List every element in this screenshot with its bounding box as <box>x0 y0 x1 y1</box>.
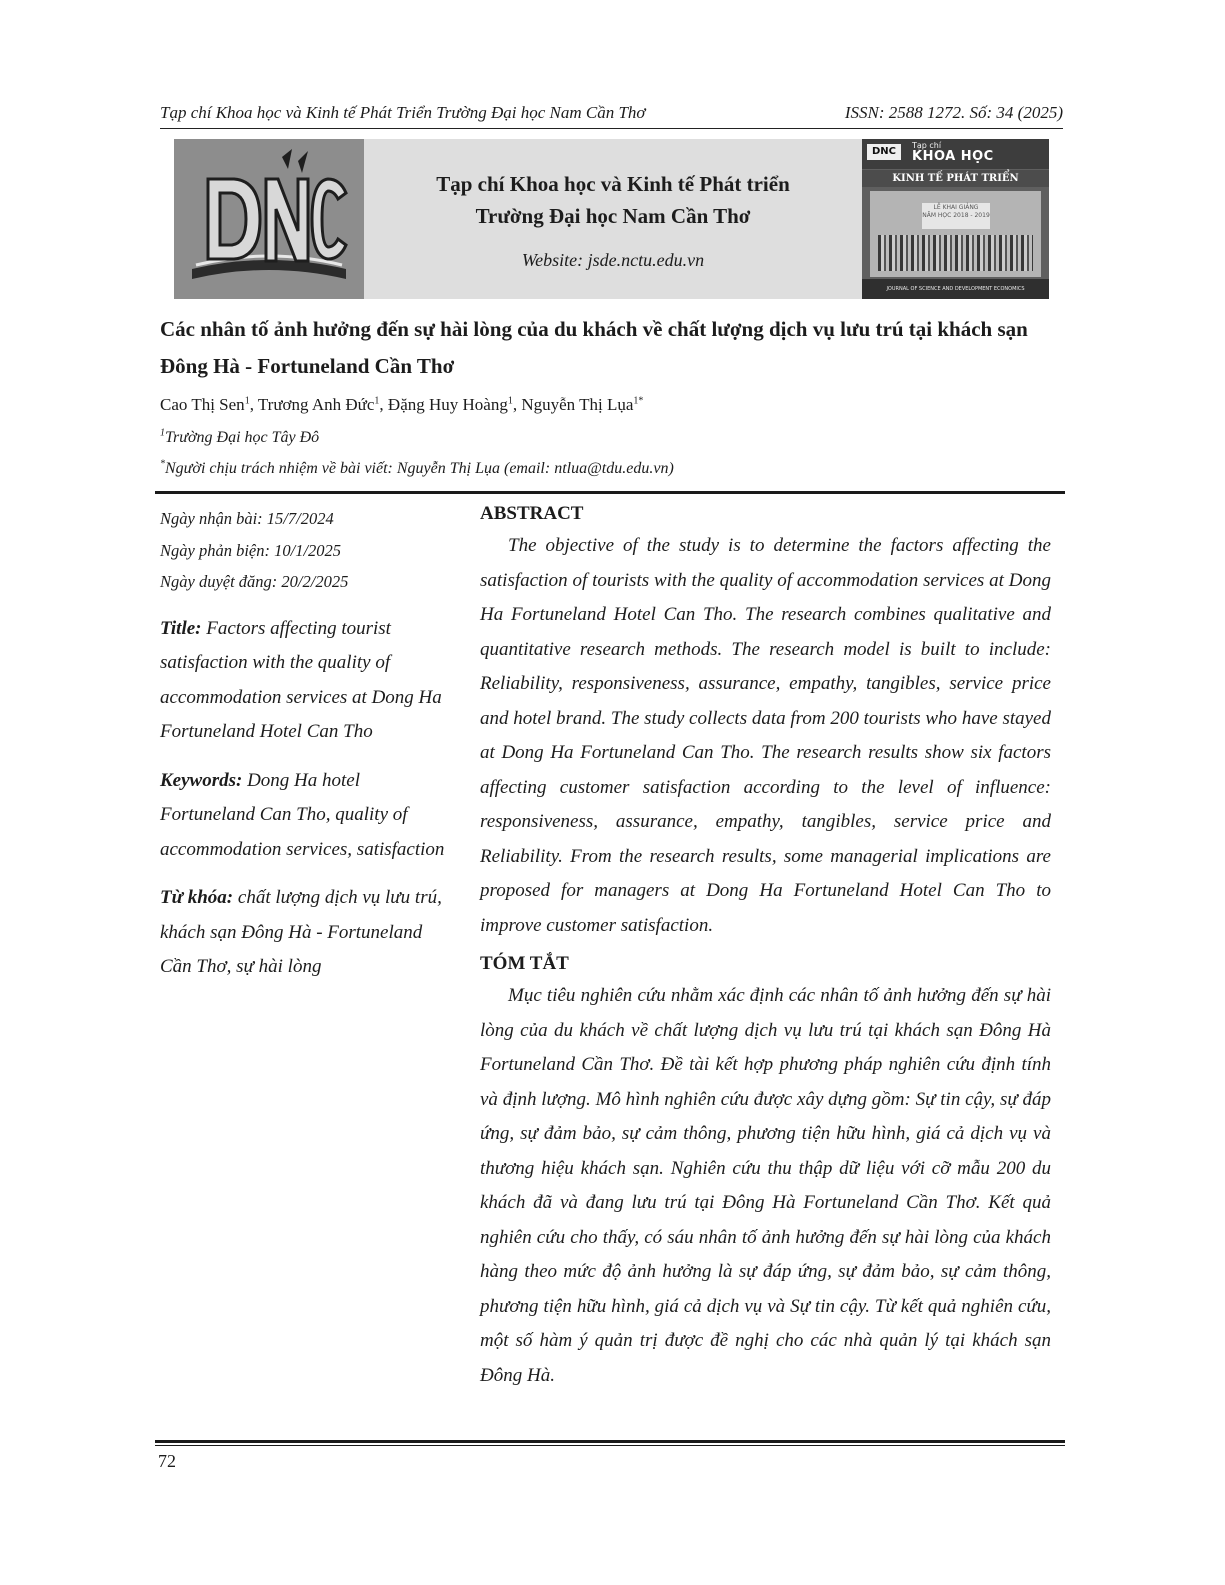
author-name: Nguyễn Thị Lụa <box>521 395 634 414</box>
corresponding-text: Người chịu trách nhiệm về bài viết: Nguyễn Thị Lụa (email: ntlua@tdu.edu.vn) <box>165 460 674 477</box>
section-divider <box>155 491 1065 494</box>
cover-main-text: KHOA HỌC <box>912 149 994 164</box>
footer-rule-thick <box>155 1440 1065 1443</box>
cover-screen <box>922 203 990 229</box>
cover-sub-text: KINH TẾ PHÁT TRIỂN <box>862 170 1049 187</box>
corresponding-sup: * <box>160 458 165 470</box>
banner-title-line1: Tạp chí Khoa học và Kinh tế Phát triển <box>436 171 790 196</box>
abstract-column <box>480 499 1051 1399</box>
header-rule <box>160 128 1063 129</box>
running-head <box>160 102 1063 124</box>
running-head-journal: Tạp chí Khoa học và Kinh tế Phát Triển Trường Đại học Nam Cần Thơ <box>160 103 646 122</box>
author-sup: 1 <box>507 395 513 407</box>
page-number: 72 <box>158 1451 176 1471</box>
author-list: Cao Thị Sen$^1$, Trương Anh Đức$^1$, Đặng Huy Hoàng$^1$, Nguyễn Thị Lụa$^{1*}$ <box>160 395 644 414</box>
cover-screen-line2: NĂM HỌC 2018 - 2019 <box>922 212 990 219</box>
tomtat-text: Mục tiêu nghiên cứu nhằm xác định các nhân tố ảnh hưởng đến sự hài lòng của du khách về chất lượng dịch vụ lưu trú tại khách sạn Đông Hà Fortuneland Cần Thơ. Đề tài kết hợp phương pháp nghiên cứu định tính và định lượng. Mô hình nghiên cứu được xây dựng gồm: Sự tin cậy, sự đáp ứng, sự đảm bảo, sự cảm thông, phương tiện hữu hình, giá cả dịch vụ và thương hiệu khách sạn. Nghiên cứu thu thập dữ liệu với cỡ mẫu 200 du khách đã và đang lưu trú tại Đông Hà Fortuneland Cần Thơ. Kết quả nghiên cứu cho thấy, có sáu nhân tố ảnh hưởng đến sự hài lòng của khách hàng theo mức độ ảnh hưởng là sự đáp ứng, sự đảm bảo, sự cảm thông, phương tiện hữu hình, giá cả dịch vụ và Sự tin cậy. Từ kết quả nghiên cứu, một số hàm ý quản trị được đề nghị cho các nhà quản lý tại khách sạn Đông Hà. <box>480 985 1051 1386</box>
abstract-text: The objective of the study is to determine the factors affecting the satisfaction of tourists with the quality of accommodation services at Dong Ha Fortuneland Hotel Can Tho. The research combines qualitative and quantitative research methods. The research model is built to include: Reliability, responsiveness, assurance, empathy, tangibles, service price and hotel brand. The study collects data from 200 tourists who have stayed at Dong Ha Fortuneland Can Tho. The research results show six factors affecting customer satisfaction according to the level of influence: responsiveness, assurance, empathy, tangibles, service price and Reliability. From the research results, some managerial implications are proposed for managers at Dong Ha Fortuneland Hotel Can Tho to improve customer satisfaction. <box>480 535 1051 936</box>
keywords-value: Dong Ha hotel Fortuneland Can Tho, quality of accommodation services, satisfaction <box>160 769 445 860</box>
journal-banner <box>174 139 1049 299</box>
dnc-logo-icon <box>174 139 364 299</box>
cover-footer-text: JOURNAL OF SCIENCE AND DEVELOPMENT ECONOMICS <box>862 279 1049 299</box>
affiliation <box>160 427 319 449</box>
english-title-block <box>160 612 450 750</box>
tomtat-heading: TÓM TẮT <box>480 953 569 974</box>
keywords-label: Keywords: <box>160 769 243 791</box>
author-sup: 1* <box>633 395 644 407</box>
tukhoa-block <box>160 881 450 985</box>
corresponding-author <box>160 458 674 480</box>
author-sup: 1 <box>244 395 250 407</box>
cover-people <box>878 235 1033 271</box>
author-name: Đặng Huy Hoàng <box>387 395 508 414</box>
cover-badge: DNC <box>867 144 901 160</box>
affiliation-text: Trường Đại học Tây Đô <box>165 429 320 446</box>
english-title-value: Factors affecting tourist satisfaction with the quality of accommodation services at Dong Ha Fortuneland Hotel Can Tho <box>160 617 442 742</box>
english-title-label: Title: <box>160 617 202 639</box>
affiliation-sup: 1 <box>160 427 165 439</box>
author-name: Cao Thị Sen <box>160 395 245 414</box>
banner-website: Website: jsde.nctu.edu.vn <box>521 249 705 270</box>
author-name: Trương Anh Đức <box>257 395 375 414</box>
cover-photo <box>870 191 1041 277</box>
running-head-issn: ISSN: 2588 1272. Số: 34 (2025) <box>844 103 1063 122</box>
banner-title-line2: Trường Đại học Nam Cần Thơ <box>475 203 751 228</box>
journal-logo <box>174 139 364 299</box>
abstract-heading: ABSTRACT <box>480 503 584 524</box>
reviewed-date: Ngày phản biện: 10/1/2025 <box>160 540 342 560</box>
author-sup: 1 <box>374 395 380 407</box>
cover-screen-line1: LỄ KHAI GIẢNG <box>933 204 979 211</box>
article-title: Các nhân tố ảnh hưởng đến sự hài lòng của du khách về chất lượng dịch vụ lưu trú tại khách sạn Đông Hà - Fortuneland Cần Thơ <box>160 317 1028 378</box>
tukhoa-value: chất lượng dịch vụ lưu trú, khách sạn Đông Hà - Fortuneland Cần Thơ, sự hài lòng <box>160 887 442 977</box>
journal-cover-image <box>862 139 1049 299</box>
accepted-date: Ngày duyệt đăng: 20/2/2025 <box>160 572 349 591</box>
received-date: Ngày nhận bài: 15/7/2024 <box>160 509 334 528</box>
banner-text <box>364 139 862 299</box>
cover-small-text: Tạp chí <box>912 141 942 150</box>
article-info-column <box>160 503 450 985</box>
keywords-block <box>160 764 450 868</box>
footer-rule-thin <box>155 1445 1065 1446</box>
tukhoa-label: Từ khóa: <box>160 887 234 908</box>
